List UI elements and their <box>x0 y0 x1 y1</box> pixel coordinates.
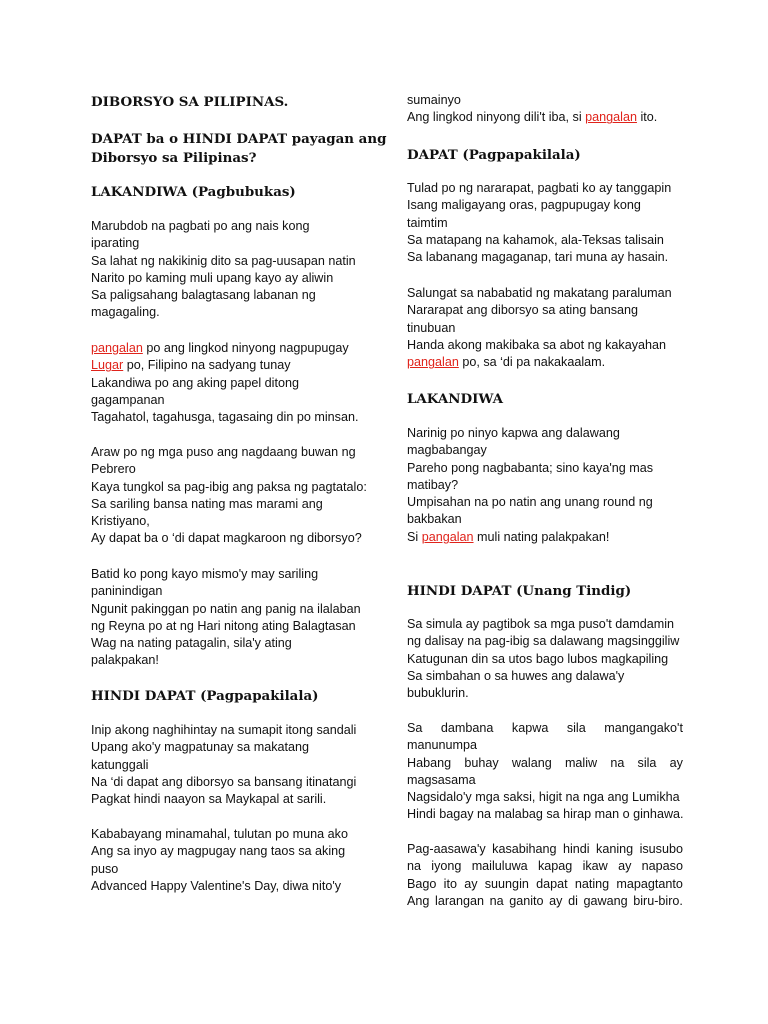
verse-line: ng dalisay na pag-ibig sa dalawang magsinggiliw <box>407 634 680 649</box>
debate-question <box>91 130 387 168</box>
stanza <box>407 180 683 266</box>
verse-line: katunggali <box>91 757 149 772</box>
stanza <box>91 444 367 548</box>
verse-line: ng Reyna po at ng Hari nitong ating Balagtasan <box>91 618 356 633</box>
verse-line: Sa paligsahang balagtasang labanan ng <box>91 288 316 303</box>
verse-line: pangalan po, sa ‘di pa nakakaalam. <box>407 355 606 370</box>
verse-line: Pareho pong nagbabanta; sino kaya'ng mas <box>407 460 654 475</box>
verse-line: Sa labanang magaganap, tari muna ay hasain. <box>407 250 669 265</box>
verse-line: Katugunan din sa utos bago lubos magkapiling <box>407 651 669 666</box>
stanza <box>407 616 683 702</box>
stanza <box>91 826 367 895</box>
verse-line: Kaya tungkol sa pag-ibig ang paksa ng pagtatalo: <box>91 479 367 494</box>
place-placeholder: Lugar <box>91 358 124 373</box>
verse-line: tinubuan <box>407 320 456 335</box>
name-placeholder: pangalan <box>91 341 143 355</box>
verse-line: puso <box>91 861 119 876</box>
stanza <box>91 566 367 670</box>
verse-line: sumainyo <box>407 93 461 107</box>
verse-line: Umpisahan na po natin ang unang round ng <box>407 495 653 510</box>
verse-line: Pebrero <box>91 462 136 477</box>
verse-line: Ngunit pakinggan po natin ang panig na ilalaban <box>91 601 361 616</box>
hindi-dapat-first-stand-heading: HINDI DAPAT (Unang Tindig) <box>407 583 632 599</box>
verse-line: Na ‘di dapat ang diborsyo sa bansang itinatangi <box>91 774 357 789</box>
verse-line: Lakandiwa po ang aking papel ditong <box>91 375 299 390</box>
stanza <box>407 425 683 546</box>
verse-line: Ang sa inyo ay magpugay nang taos sa aking <box>91 844 346 859</box>
verse-line: Ay dapat ba o ‘di dapat magkaroon ng diborsyo? <box>91 531 362 546</box>
verse-line: Nagsidalo'y mga saksi, higit na nga ang Lumikha <box>407 790 680 805</box>
justified-verse-line: na iyong mailuluwa kapag ikaw ay napaso <box>407 859 683 874</box>
verse-line: Pagkat hindi naayon sa Maykapal at sarili. <box>91 792 327 807</box>
verse-line: bakbakan <box>407 512 462 527</box>
verse-line: pangalan po ang lingkod ninyong nagpupugay <box>91 341 349 355</box>
verse-line: Salungat sa nababatid ng makatang paraluman <box>407 286 672 300</box>
verse-line: gagampanan <box>91 392 165 407</box>
verse-line: Sa matapang na kahamok, ala-Teksas talisain <box>407 232 664 247</box>
justified-verse-line: Ang larangan na ganito ay di gawang biru-biro. <box>407 893 683 908</box>
document-title: DIBORSYO SA PILIPINAS. <box>91 94 289 110</box>
verse-line: Kababayang minamahal, tulutan po muna ako <box>91 827 348 841</box>
verse-line: paninindigan <box>91 584 163 599</box>
verse-line: Batid ko pong kayo mismo'y may sariling <box>91 567 319 581</box>
justified-verse-line: Sa dambana kapwa sila mangangako't <box>407 721 683 735</box>
stanza-continuation <box>407 92 683 127</box>
verse-line: magagaling. <box>91 305 160 320</box>
verse-line: magbabangay <box>407 443 487 458</box>
stanza <box>91 340 367 426</box>
verse-line: Ang lingkod ninyong dili't iba, si pangalan ito. <box>407 110 658 125</box>
name-placeholder: pangalan <box>585 110 637 125</box>
lakandiwa-opening-heading: LAKANDIWA (Pagbubukas) <box>91 184 296 200</box>
verse-line: manunumpa <box>407 738 478 753</box>
stanza <box>407 720 683 824</box>
verse-line: bubuklurin. <box>407 686 469 701</box>
verse-line: Marubdob na pagbati po ang nais kong <box>91 219 310 233</box>
verse-line: Lugar po, Filipino na sadyang tunay <box>91 358 291 373</box>
verse-line: Advanced Happy Valentine's Day, diwa nito'y <box>91 878 342 893</box>
lakandiwa-heading: LAKANDIWA <box>407 391 503 407</box>
verse-line: Handa akong makibaka sa abot ng kakayahan <box>407 337 667 352</box>
stanza <box>407 841 683 910</box>
name-placeholder: pangalan <box>407 355 459 370</box>
justified-verse-line: Bago ito ay suungin dapat nating mapagtanto <box>407 876 683 891</box>
verse-line: Hindi bagay na malabag sa hirap man o ginhawa. <box>407 807 684 822</box>
verse-line: Tagahatol, tagahusga, tagasaing din po minsan. <box>91 410 359 425</box>
name-placeholder: pangalan <box>421 529 474 544</box>
verse-line: Nararapat ang diborsyo sa ating bansang <box>407 303 639 318</box>
justified-verse-line: Pag-aasawa'y kasabihang hindi kaning isusubo <box>407 842 683 856</box>
question-line: DAPAT ba o HINDI DAPAT payagan ang <box>91 131 387 147</box>
verse-line: Si pangalan muli nating palakpakan! <box>407 529 610 544</box>
verse-line: taimtim <box>407 215 448 230</box>
stanza <box>407 285 683 371</box>
stanza <box>91 218 367 322</box>
verse-line: Sa lahat ng nakikinig dito sa pag-uusapan natin <box>91 253 356 268</box>
verse-line: iparating <box>91 236 140 251</box>
verse-line: matibay? <box>407 477 459 492</box>
verse-line: Upang ako'y magpatunay sa makatang <box>91 740 310 755</box>
verse-line: magsasama <box>407 772 476 787</box>
verse-line: Sa simbahan o sa huwes ang dalawa'y <box>407 668 625 683</box>
justified-verse-line: Habang buhay walang maliw na sila ay <box>407 755 683 770</box>
verse-line: Inip akong naghihintay na sumapit itong sandali <box>91 723 357 737</box>
verse-line: Araw po ng mga puso ang nagdaang buwan ng <box>91 445 356 459</box>
stanza <box>91 722 367 808</box>
question-line: Diborsyo sa Pilipinas? <box>91 150 257 166</box>
verse-line: Narito po kaming muli upang kayo ay aliwin <box>91 270 334 285</box>
verse-line: Narinig po ninyo kapwa ang dalawang <box>407 426 620 440</box>
verse-line: Kristiyano, <box>91 514 150 529</box>
verse-line: Wag na nating patagalin, sila'y ating <box>91 636 292 651</box>
verse-line: Sa sariling bansa nating mas marami ang <box>91 496 323 511</box>
verse-line: Tulad po ng nararapat, pagbati ko ay tanggapin <box>407 181 672 195</box>
verse-line: palakpakan! <box>91 653 159 668</box>
hindi-dapat-intro-heading: HINDI DAPAT (Pagpapakilala) <box>91 688 319 704</box>
verse-line: Isang maligayang oras, pagpupugay kong <box>407 198 641 213</box>
dapat-intro-heading: DAPAT (Pagpapakilala) <box>407 147 581 163</box>
verse-line: Sa simula ay pagtibok sa mga puso't damdamin <box>407 617 675 631</box>
